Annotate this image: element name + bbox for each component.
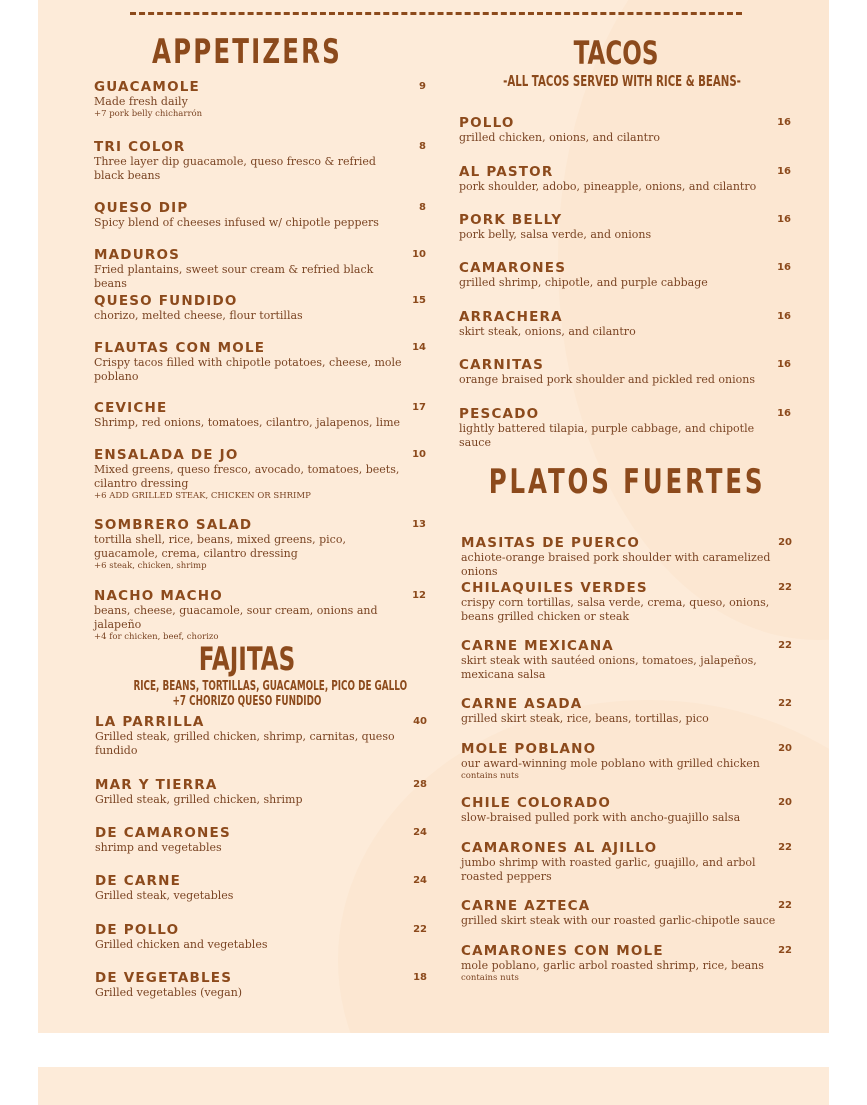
- item-name: LA PARRILLA: [95, 714, 205, 730]
- item-price: 13: [412, 519, 426, 530]
- appetizers-menu-item: [94, 447, 428, 502]
- item-note: +7 pork belly chicharrón: [94, 109, 203, 119]
- fajitas-subtitle: RICE, BEANS, TORTILLAS, GUACAMOLE, PICO DE GALLO: [133, 679, 408, 694]
- item-description: Mixed greens, queso fresco, avocado, tomatoes, beets, cilantro dressing: [94, 463, 400, 490]
- tacos-subtitle: -ALL TACOS SERVED WITH RICE & BEANS-: [503, 72, 741, 90]
- item-description: grilled chicken, onions, and cilantro: [459, 131, 660, 144]
- item-name: CAMARONES: [459, 260, 567, 276]
- item-description: Grilled steak, grilled chicken, shrimp: [95, 793, 303, 806]
- item-price: 20: [778, 797, 792, 808]
- appetizers-menu-item: [94, 517, 428, 572]
- item-price: 24: [413, 875, 427, 886]
- item-name: DE VEGETABLES: [95, 970, 233, 986]
- fajitas-menu-item: [95, 825, 429, 855]
- platos-menu-item: [461, 696, 794, 726]
- item-name: CEVICHE: [94, 400, 168, 416]
- item-name: PESCADO: [459, 406, 540, 422]
- platos-fuertes-title: PLATOS FUERTES: [488, 462, 766, 502]
- item-description: skirt steak, onions, and cilantro: [459, 325, 636, 338]
- fajitas-menu-item: [95, 922, 429, 952]
- item-price: 8: [419, 202, 426, 213]
- platos-menu-item: [461, 638, 794, 682]
- item-name: CARNITAS: [459, 357, 545, 373]
- item-name: CARNE ASADA: [461, 696, 583, 712]
- item-description: shrimp and vegetables: [95, 841, 222, 854]
- item-note: +6 ADD GRILLED STEAK, CHICKEN OR SHRIMP: [94, 491, 311, 501]
- item-price: 17: [412, 402, 426, 413]
- platos-menu-item: [461, 840, 794, 884]
- platos-menu-item: [461, 535, 794, 579]
- item-name: AL PASTOR: [459, 164, 554, 180]
- item-description: jumbo shrimp with roasted garlic, guajillo, and arbol roasted peppers: [461, 856, 756, 883]
- tacos-menu-item: [459, 164, 793, 194]
- item-price: 18: [413, 972, 427, 983]
- item-name: DE POLLO: [95, 922, 180, 938]
- appetizers-menu-item: [94, 400, 428, 430]
- item-description: Made fresh daily: [94, 95, 188, 108]
- platos-menu-item: [461, 898, 794, 928]
- item-name: DE CARNE: [95, 873, 181, 889]
- appetizers-menu-item: [94, 200, 428, 230]
- fajitas-subtitle-extra: +7 CHORIZO QUESO FUNDIDO: [172, 694, 322, 709]
- item-description: Spicy blend of cheeses infused w/ chipotle peppers: [94, 216, 379, 229]
- next-menu-page: [38, 1067, 829, 1105]
- item-price: 8: [419, 141, 426, 152]
- item-description: chorizo, melted cheese, flour tortillas: [94, 309, 303, 322]
- item-note: contains nuts: [461, 771, 519, 781]
- item-description: slow-braised pulled pork with ancho-guajillo salsa: [461, 811, 741, 824]
- item-description: skirt steak with sautéed onions, tomatoes, jalapeños, mexicana salsa: [461, 654, 757, 681]
- item-price: 16: [777, 214, 791, 225]
- item-description: crispy corn tortillas, salsa verde, crema, queso, onions, beans grilled chicken or steak: [461, 596, 770, 623]
- item-description: grilled skirt steak, rice, beans, tortillas, pico: [461, 712, 709, 725]
- platos-menu-item: [461, 943, 794, 984]
- item-name: CAMARONES CON MOLE: [461, 943, 664, 959]
- fajitas-menu-item: [95, 714, 429, 758]
- platos-menu-item: [461, 580, 794, 624]
- tacos-menu-item: [459, 406, 793, 450]
- item-description: pork belly, salsa verde, and onions: [459, 228, 652, 241]
- item-description: Grilled vegetables (vegan): [95, 986, 243, 999]
- item-name: DE CAMARONES: [95, 825, 231, 841]
- tacos-menu-item: [459, 357, 793, 387]
- appetizers-menu-item: [94, 293, 428, 323]
- item-price: 20: [778, 743, 792, 754]
- item-name: ENSALADA DE JO: [94, 447, 239, 463]
- item-price: 22: [778, 842, 792, 853]
- item-price: 9: [419, 81, 426, 92]
- item-description: Three layer dip guacamole, queso fresco & refried black beans: [94, 155, 376, 182]
- item-name: MOLE POBLANO: [461, 741, 597, 757]
- item-description: orange braised pork shoulder and pickled red onions: [459, 373, 756, 386]
- item-description: our award-winning mole poblano with grilled chicken: [461, 757, 760, 770]
- item-description: Shrimp, red onions, tomatoes, cilantro, jalapenos, lime: [94, 416, 401, 429]
- item-description: Grilled steak, vegetables: [95, 889, 234, 902]
- item-price: 12: [412, 590, 426, 601]
- item-price: 22: [778, 582, 792, 593]
- item-name: CAMARONES AL AJILLO: [461, 840, 658, 856]
- appetizers-menu-item: [94, 79, 428, 120]
- item-price: 22: [778, 640, 792, 651]
- item-price: 28: [413, 779, 427, 790]
- item-name: CHILAQUILES VERDES: [461, 580, 648, 596]
- item-price: 40: [413, 716, 427, 727]
- item-price: 22: [413, 924, 427, 935]
- item-description: lightly battered tilapia, purple cabbage, and chipotle sauce: [459, 422, 755, 449]
- appetizers-menu-item: [94, 247, 428, 291]
- item-note: +4 for chicken, beef, chorizo: [94, 632, 219, 642]
- item-price: 10: [412, 249, 426, 260]
- item-name: CHILE COLORADO: [461, 795, 612, 811]
- item-name: MADUROS: [94, 247, 181, 263]
- dashed-divider: [130, 12, 742, 15]
- fajitas-menu-item: [95, 777, 429, 807]
- item-name: GUACAMOLE: [94, 79, 200, 95]
- tacos-title: TACOS: [573, 34, 659, 72]
- item-price: 24: [413, 827, 427, 838]
- item-description: Grilled chicken and vegetables: [95, 938, 268, 951]
- item-description: Grilled steak, grilled chicken, shrimp, carnitas, queso fundido: [95, 730, 395, 757]
- appetizers-menu-item: [94, 588, 428, 643]
- item-price: 22: [778, 900, 792, 911]
- item-name: POLLO: [459, 115, 515, 131]
- item-price: 16: [777, 359, 791, 370]
- item-description: grilled shrimp, chipotle, and purple cabbage: [459, 276, 708, 289]
- item-price: 16: [777, 408, 791, 419]
- item-price: 14: [412, 342, 426, 353]
- item-description: pork shoulder, adobo, pineapple, onions, and cilantro: [459, 180, 757, 193]
- tacos-menu-item: [459, 260, 793, 290]
- item-description: grilled skirt steak with our roasted garlic-chipotle sauce: [461, 914, 776, 927]
- fajitas-menu-item: [95, 873, 429, 903]
- item-description: tortilla shell, rice, beans, mixed greens, pico, guacamole, crema, cilantro dressing: [94, 533, 346, 560]
- item-name: FLAUTAS CON MOLE: [94, 340, 266, 356]
- appetizers-title: APPETIZERS: [152, 32, 342, 72]
- item-name: QUESO FUNDIDO: [94, 293, 238, 309]
- tacos-menu-item: [459, 115, 793, 145]
- item-note: +6 steak, chicken, shrimp: [94, 561, 207, 571]
- item-description: Fried plantains, sweet sour cream & refried black beans: [94, 263, 374, 290]
- item-price: 20: [778, 537, 792, 548]
- fajitas-menu-item: [95, 970, 429, 1000]
- item-description: mole poblano, garlic arbol roasted shrimp, rice, beans: [461, 959, 764, 972]
- item-name: MASITAS DE PUERCO: [461, 535, 641, 551]
- platos-menu-item: [461, 741, 794, 782]
- item-name: CARNE AZTECA: [461, 898, 591, 914]
- item-name: CARNE MEXICANA: [461, 638, 614, 654]
- tacos-menu-item: [459, 309, 793, 339]
- item-name: MAR Y TIERRA: [95, 777, 218, 793]
- item-price: 22: [778, 945, 792, 956]
- item-price: 16: [777, 262, 791, 273]
- item-name: QUESO DIP: [94, 200, 189, 216]
- fajitas-title: FAJITAS: [198, 640, 296, 678]
- item-description: achiote-orange braised pork shoulder with caramelized onions: [461, 551, 771, 578]
- item-name: NACHO MACHO: [94, 588, 223, 604]
- item-price: 22: [778, 698, 792, 709]
- platos-menu-item: [461, 795, 794, 825]
- item-description: Crispy tacos filled with chipotle potatoes, cheese, mole poblano: [94, 356, 402, 383]
- item-price: 16: [777, 166, 791, 177]
- item-description: beans, cheese, guacamole, sour cream, onions and jalapeño: [94, 604, 378, 631]
- item-name: PORK BELLY: [459, 212, 563, 228]
- tacos-menu-item: [459, 212, 793, 242]
- item-price: 15: [412, 295, 426, 306]
- item-price: 16: [777, 311, 791, 322]
- appetizers-menu-item: [94, 340, 428, 384]
- item-price: 16: [777, 117, 791, 128]
- item-name: SOMBRERO SALAD: [94, 517, 253, 533]
- item-name: ARRACHERA: [459, 309, 563, 325]
- item-name: TRI COLOR: [94, 139, 186, 155]
- item-price: 10: [412, 449, 426, 460]
- item-note: contains nuts: [461, 973, 519, 983]
- appetizers-menu-item: [94, 139, 428, 183]
